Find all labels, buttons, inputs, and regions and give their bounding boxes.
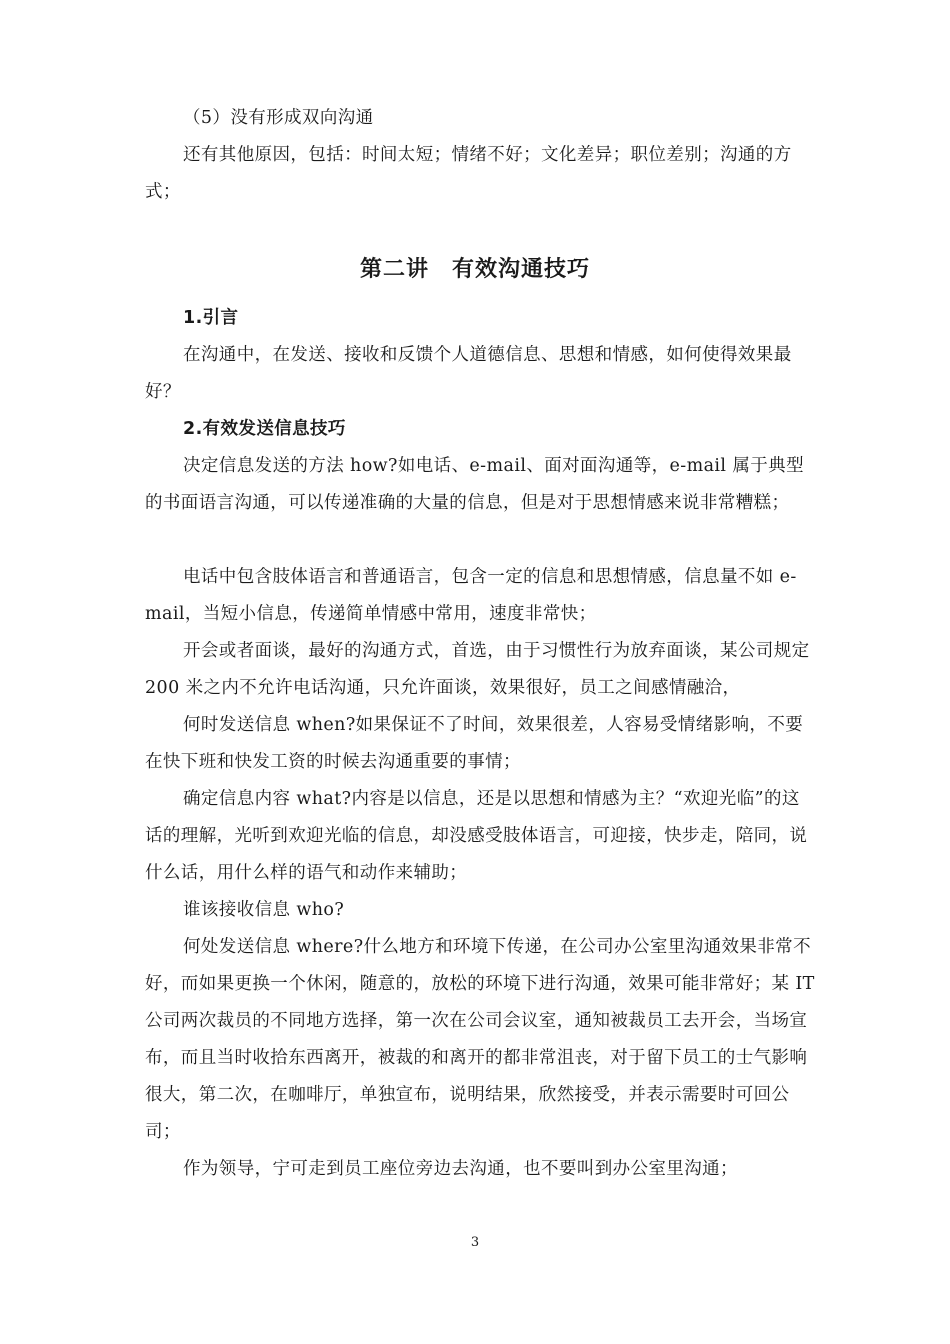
paragraph-phone: 电话中包含肢体语言和普通语言，包含一定的信息和思想情感，信息量不如 e-mail，当短小信息，传递简单情感中常用，速度非常快； xyxy=(145,567,797,624)
paragraph-how: 决定信息发送的方法 how?如电话、e-mail、面对面沟通等，e-mail 属于典型的书面语言沟通，可以传递准确的大量的信息，但是对于思想情感来说非常糟糕； xyxy=(145,456,804,513)
paragraph-introduction: 在沟通中，在发送、接收和反馈个人道德信息、思想和情感，如何使得效果最好？ xyxy=(145,345,792,402)
paragraph-where: 何处发送信息 where?什么地方和环境下传递，在公司办公室里沟通效果非常不好，而如果更换一个休闲，随意的，放松的环境下进行沟通，效果可能非常好；某 IT 公司两次裁员的不同地方选择，第一次在公司会议室，通知被裁员工去开会，当场宣布，而且当时收拾东西离开，被裁的和离开的都非常沮丧，对于留下员工的士气影响很大，第二次，在咖啡厅，单独宣布，说明结果，欣然接受，并表示需要时可回公司； xyxy=(145,937,815,1142)
paragraph-who: 谁该接收信息 who? xyxy=(183,900,345,920)
section-heading-introduction: 1.引言 xyxy=(183,308,239,328)
section-heading-sending-skills: 2.有效发送信息技巧 xyxy=(183,419,346,439)
paragraph-what: 确定信息内容 what?内容是以信息，还是以思想和情感为主？“欢迎光临”的这话的理解，光听到欢迎光临的信息，却没感受肢体语言，可迎接，快步走，陪同，说什么话，用什么样的语气和动作来辅助； xyxy=(145,789,808,883)
paragraph-reason-5: （5）没有形成双向沟通 xyxy=(183,108,374,128)
page-number: 3 xyxy=(470,1235,480,1250)
paragraph-other-reasons: 还有其他原因，包括：时间太短；情绪不好；文化差异；职位差别；沟通的方式； xyxy=(145,145,792,202)
lecture-title: 第二讲 有效沟通技巧 xyxy=(359,257,590,282)
paragraph-meeting: 开会或者面谈，最好的沟通方式，首选，由于习惯性行为放弃面谈，某公司规定 200 米之内不允许电话沟通，只允许面谈，效果很好，员工之间感情融洽， xyxy=(145,641,810,698)
paragraph-when: 何时发送信息 when?如果保证不了时间，效果很差，人容易受情绪影响，不要在快下班和快发工资的时候去沟通重要的事情； xyxy=(145,715,804,772)
paragraph-leader: 作为领导，宁可走到员工座位旁边去沟通，也不要叫到办公室里沟通； xyxy=(183,1159,738,1179)
